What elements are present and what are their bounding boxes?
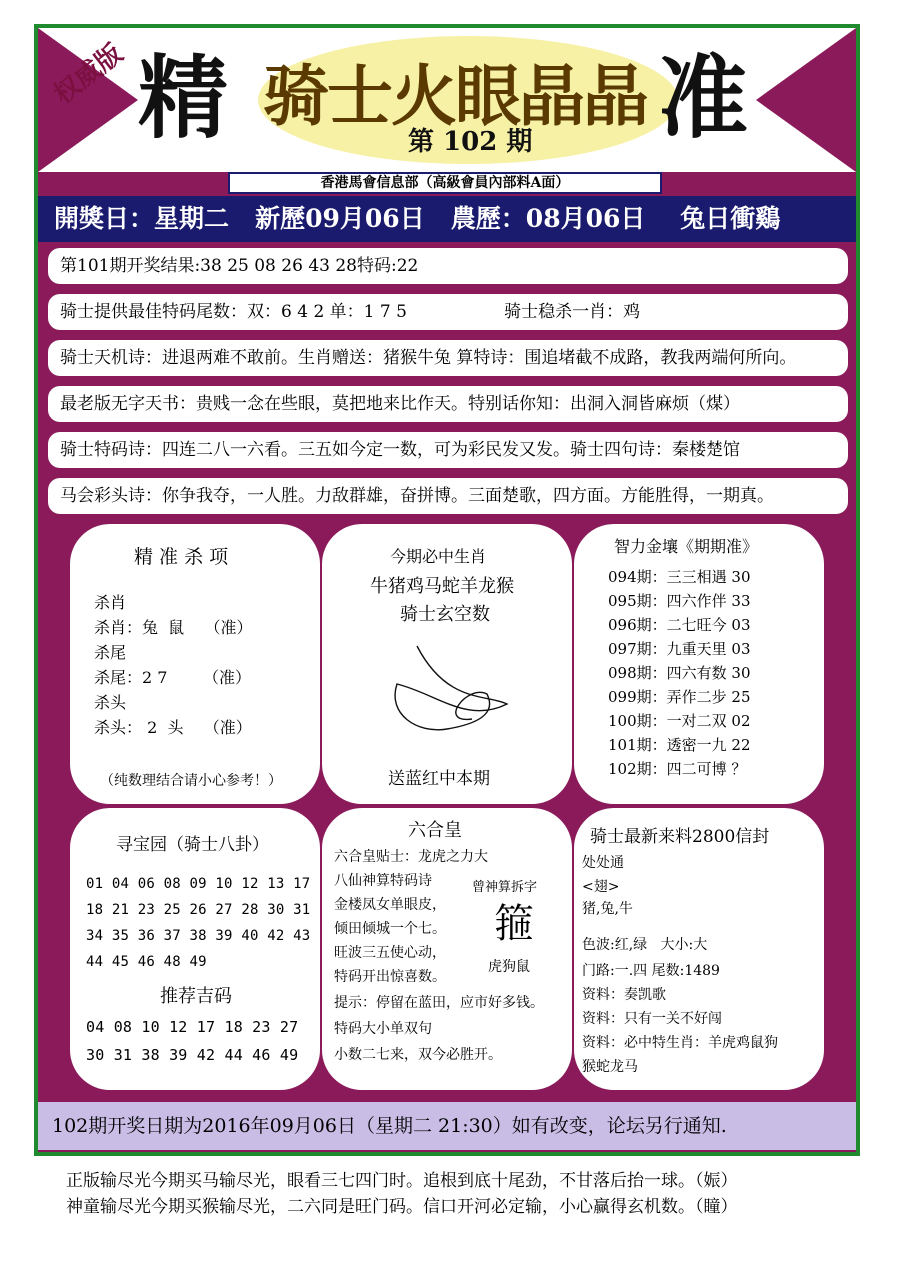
period-item: 097期：九重天里 03 [608, 640, 751, 658]
edition-label: 权威版 [48, 38, 129, 111]
letter-line: 猴蛇龙马 [582, 1059, 638, 1075]
treasure-panel [70, 808, 320, 1090]
signature-scribble [377, 634, 517, 744]
info-row: 骑士天机诗：进退两难不敢前。生肖赠送：猪猴牛兔 算特诗：围追堵截不成路，教我两端何所向。 [48, 340, 848, 376]
recommended-numbers: 30 31 38 39 42 44 46 49 [86, 1046, 299, 1064]
letter-panel [574, 808, 824, 1090]
lhh-line: 特码大小单双句 [334, 1021, 432, 1037]
recommended-numbers: 04 08 10 12 17 18 23 27 [86, 1018, 299, 1036]
liuhehuang-panel [322, 808, 572, 1090]
letter-line: 色波:红,绿 大小:大 [582, 937, 708, 953]
poster-header [38, 28, 856, 172]
treasure-number-row: 34 35 36 37 38 39 40 42 43 [86, 928, 311, 944]
period-panel [574, 524, 824, 804]
chaizi-answer: 虎狗鼠 [488, 959, 530, 975]
zodiac-footer: 送蓝红中本期 [388, 769, 490, 789]
lhh-line: 提示：停留在蓝田，应市好多钱。 [334, 995, 544, 1011]
kill-panel [70, 524, 320, 804]
kill-line: 杀头： 2 头 （准） [94, 718, 252, 737]
zodiac-panel [322, 524, 572, 804]
lhh-title: 六合皇 [408, 820, 462, 841]
period-item: 094期：三三相遇 30 [608, 568, 751, 586]
kill-line: 杀尾 [94, 643, 127, 662]
period-item: 095期：四六作伴 33 [608, 592, 751, 610]
info-strip: 香港馬會信息部（高級會員內部料A面） [228, 172, 662, 194]
treasure-number-row: 18 21 23 25 26 27 28 30 31 [86, 902, 311, 918]
chaizi-char: 箍 [494, 901, 534, 947]
period-title: 智力金壤《期期准》 [614, 537, 759, 556]
kill-line: 杀尾：2 7 （准） [94, 668, 252, 687]
lhh-line: 八仙神算特码诗 [334, 873, 432, 889]
lhh-line: 旺波三五使心动， [334, 945, 446, 961]
bottom-verse: 神童输尽光今期买猴输尽光，二六同是旺门码。信口开河必定输，小心赢得玄机数。（瞳） [66, 1197, 738, 1217]
period-item: 096期：二七旺今 03 [608, 616, 751, 634]
letter-line: 门路:一.四 尾数:1489 [582, 963, 720, 979]
draw-date-bar: 開獎日：星期二 新歷09月06日 農歷：08月06日 兔日衝鷄 [38, 196, 856, 242]
lhh-line: 六合皇贴士：龙虎之力大 [334, 849, 488, 865]
period-item: 102期：四二可博 ？ [608, 760, 747, 778]
kill-panel-title: 精 准 杀 项 [134, 546, 229, 568]
letter-line: 资料：必中特生肖：羊虎鸡鼠狗 [582, 1035, 778, 1051]
lhh-line: 小数二七来，双今必胜开。 [334, 1047, 502, 1063]
lhh-line: 金楼凤女单眼皮， [334, 897, 446, 913]
kill-line: 杀肖 [94, 593, 127, 612]
zodiac-title: 今期必中生肖 [390, 547, 487, 566]
chaizi-label: 曾神算拆字 [472, 880, 538, 895]
info-row: 第101期开奖结果:38 25 08 26 43 28特码:22 [48, 248, 848, 284]
period-item: 098期：四六有数 30 [608, 664, 751, 682]
zodiac-animals: 牛猪鸡马蛇羊龙猴 [370, 576, 514, 597]
period-item: 101期：透密一九 22 [608, 736, 751, 754]
zodiac-subtitle: 骑士玄空数 [400, 604, 490, 625]
recommended-title: 推荐吉码 [160, 986, 232, 1007]
lhh-line: 倾田倾城一个七。 [334, 921, 446, 937]
info-row: 最老版无字天书：贵贱一念在些眼，莫把地来比作天。特别话你知：出洞入洞皆麻烦（煤） [48, 386, 848, 422]
header-char-right: 准 [658, 45, 748, 151]
info-row: 骑士特码诗：四连二八一六看。三五如今定一数，可为彩民发又发。骑士四句诗：秦楼楚馆 [48, 432, 848, 468]
bottom-verse: 正版输尽光今期买马输尽光，眼看三七四门时。追根到底十尾劲，不甘落后抬一球。（娠） [66, 1171, 738, 1191]
letter-line: <翅> [582, 879, 620, 895]
letter-title: 骑士最新来料2800信封 [590, 827, 770, 847]
info-row: 骑士提供最佳特码尾数：双：6 4 2 单：1 7 5 骑士稳杀一肖：鸡 [48, 294, 848, 330]
period-item: 100期：一对二双 02 [608, 712, 751, 730]
kill-line: 杀肖：兔 鼠 （准） [94, 618, 253, 637]
header-char-left: 精 [138, 45, 228, 151]
treasure-number-row: 01 04 06 08 09 10 12 13 17 [86, 876, 311, 892]
right-triangle-decoration [756, 28, 856, 172]
letter-line: 资料：只有一关不好闯 [582, 1011, 722, 1027]
issue-number: 第 102 期 [408, 127, 533, 157]
lhh-line: 特码开出惊喜数。 [334, 969, 446, 985]
letter-line: 处处通 [582, 855, 624, 871]
treasure-title: 寻宝园（骑士八卦） [116, 835, 269, 855]
header-title: 骑士火眼晶晶 [263, 57, 647, 135]
letter-line: 资料：奏凯歌 [582, 987, 666, 1003]
info-row: 马会彩头诗：你争我夺，一人胜。力敌群雄，奋拼博。三面楚歌，四方面。方能胜得，一期真。 [48, 478, 848, 514]
kill-line: 杀头 [94, 693, 127, 712]
treasure-number-row: 44 45 46 48 49 [86, 954, 207, 970]
kill-note: （纯数理结合请小心参考！） [100, 773, 282, 789]
period-item: 099期：弄作二步 25 [608, 688, 751, 706]
footer-notice: 102期开奖日期为2016年09月06日（星期二 21:30）如有改变，论坛另行通知. [38, 1102, 856, 1150]
letter-line: 猪,兔,牛 [582, 901, 633, 917]
